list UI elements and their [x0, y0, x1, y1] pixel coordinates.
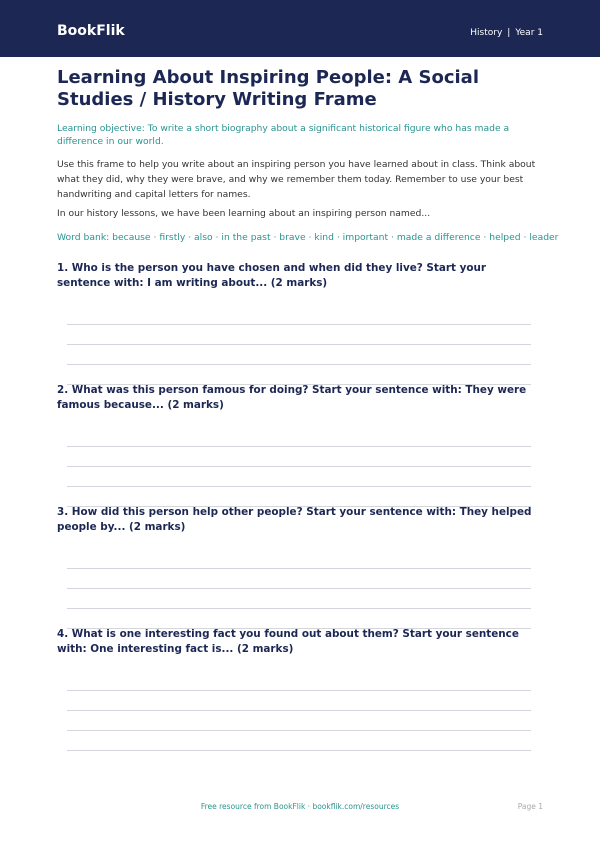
question-4: 4. What is one interesting fact you found out about them? Start your sentence with: One interesting fact is... (2 marks): [57, 628, 519, 655]
intro-paragraph: Use this frame to help you write about an inspiring person you have learned about in class. Think about what they did, why they were brave, and why we remember them today. Remember to use your best handwriting and capital letters for names.: [57, 159, 536, 200]
answer-line[interactable]: [67, 710, 531, 711]
brand-logo[interactable]: BookFlik: [57, 23, 125, 39]
learning-objective: Learning objective: To write a short biography about a significant historical figure who has made a difference in our world.: [57, 123, 510, 147]
footer-resource-link[interactable]: Free resource from BookFlik · bookflik.com/resources: [200, 802, 400, 811]
answer-line[interactable]: [67, 750, 531, 751]
header-meta: [470, 27, 543, 39]
question-2: 2. What was this person famous for doing? Start your sentence with: They were famous because... (2 marks): [57, 384, 527, 411]
page-number: Page 1: [517, 802, 543, 811]
answer-line[interactable]: [67, 324, 531, 325]
answer-line[interactable]: [67, 344, 531, 345]
answer-line[interactable]: [67, 568, 531, 569]
page-title: Learning About Inspiring People: A Social Studies / History Writing Frame: [57, 67, 479, 110]
page-header: [0, 0, 600, 57]
lead-sentence: In our history lessons, we have been learning about an inspiring person named...: [57, 208, 431, 219]
answer-line[interactable]: [67, 364, 531, 365]
year-label: Year 1: [515, 28, 543, 38]
answer-line[interactable]: [67, 588, 531, 589]
question-3: 3. How did this person help other people? Start your sentence with: They helped people by... (2 marks): [57, 506, 532, 533]
answer-line[interactable]: [67, 486, 531, 487]
word-bank: Word bank: because · firstly · also · in the past · brave · kind · important · made a difference · helped · leader: [57, 232, 559, 243]
answer-line[interactable]: [67, 466, 531, 467]
header-separator: |: [507, 28, 511, 38]
answer-line[interactable]: [67, 690, 531, 691]
question-1: 1. Who is the person you have chosen and when did they live? Start your sentence with: I am writing about... (2 marks): [57, 262, 487, 289]
answer-line[interactable]: [67, 446, 531, 447]
answer-line[interactable]: [67, 608, 531, 609]
answer-line[interactable]: [67, 730, 531, 731]
subject-label: History: [470, 28, 503, 38]
